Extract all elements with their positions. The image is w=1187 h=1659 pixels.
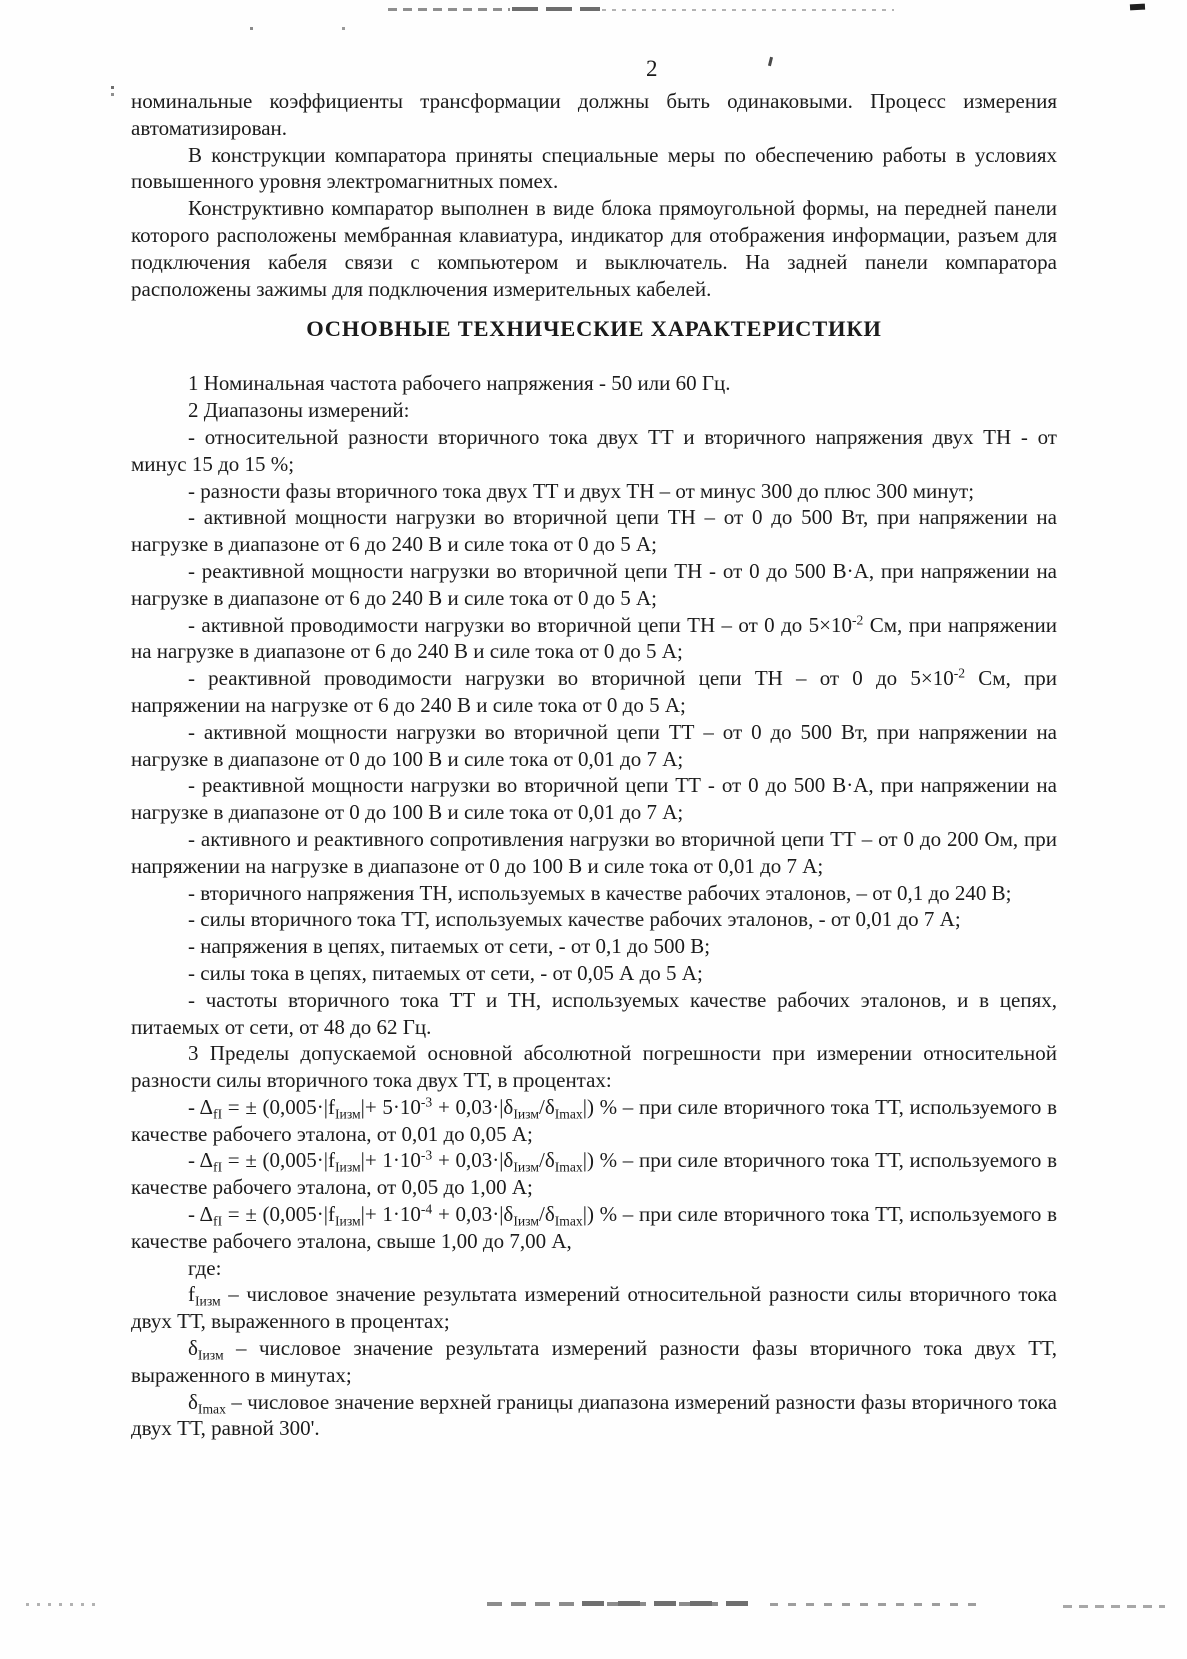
spec-item: - силы вторичного тока ТТ, используемых качестве рабочих эталонов, - от 0,01 до 7 А;	[188, 907, 961, 932]
definition: $\delta_{Iизм}$ – числовое значение результата измерений разности фазы вторичного тока двух ТТ, выраженного в минутах;	[131, 1336, 1057, 1387]
formula-line: - $\Delta_{fI}$ = ± $(0,005\cdot|f_{Iизм}|+ 5\cdot 10^{-3} + 0,03\cdot|\delta_{Iизм}/\delta_{Imax}|)$ % – при силе вторичного тока ТТ, используемого в качестве рабочего эталона, от 0,01 до 0,05 А;	[131, 1094, 1058, 1146]
scan-noise-dot	[111, 86, 114, 89]
paragraph: где:	[188, 1255, 222, 1280]
scan-noise-bottom-dashes	[770, 1603, 980, 1606]
spec-item: - активной мощности нагрузки во вторичной цепи ТН – от 0 до 500 Вт, при напряжении на нагрузке в диапазоне от 6 до 240 В и силе тока от 0 до 5 А;	[131, 505, 1057, 557]
intro-section	[131, 88, 1057, 302]
scan-noise-dot	[342, 27, 345, 30]
definition: $\delta_{Imax}$ – числовое значение верхней границы диапазона измерений разности фазы вторичного тока двух ТТ, равной 300'.	[131, 1389, 1057, 1441]
spec-item: - разности фазы вторичного тока двух ТТ и двух ТН – от минус 300 до плюс 300 минут;	[188, 478, 975, 503]
scan-noise-bottom-dashes	[1063, 1605, 1165, 1608]
paragraph: В конструкции компаратора приняты специальные меры по обеспечению работы в условиях повышенного уровня электромагнитных помех.	[131, 142, 1057, 194]
spec-item: - активного и реактивного сопротивления нагрузки во вторичной цепи ТТ – от 0 до 200 Ом, при напряжении на нагрузке в диапазоне от 0 до 100 В и силе тока от 0,01 до 7 А;	[131, 826, 1057, 878]
scan-noise-bottom-dashes	[26, 1603, 98, 1606]
scan-noise-dot	[250, 27, 253, 30]
paragraph: Конструктивно компаратор выполнен в виде блока прямоугольной формы, на передней панели которого расположены мембранная клавиатура, индикатор для отображения информации, разъем для подключения кабеля связи с компьютером и выключатель. На задней панели компаратора расположены зажимы для подключения измерительных кабелей.	[131, 196, 1057, 301]
spec-item: - реактивной мощности нагрузки во вторичной цепи ТТ - от 0 до 500 В·А, при напряжении на нагрузке в диапазоне от 0 до 100 В и силе тока от 0,01 до 7 А;	[131, 773, 1057, 825]
scan-noise-dot	[111, 93, 114, 96]
spec-item: - силы тока в цепях, питаемых от сети, - от 0,05 А до 5 А;	[188, 960, 703, 985]
paragraph-continuation: номинальные коэффициенты трансформации должны быть одинаковыми. Процесс измерения автоматизирован.	[131, 89, 1057, 140]
definition: $f_{Iизм}$ – числовое значение результата измерений относительной разности силы вторичного тока двух ТТ, выраженного в процентах;	[131, 1282, 1057, 1334]
section-heading: ОСНОВНЫЕ ТЕХНИЧЕСКИЕ ХАРАКТЕРИСТИКИ	[306, 316, 882, 342]
scan-noise-bottom-dashes	[582, 1601, 757, 1606]
spec-item: - напряжения в цепях, питаемых от сети, - от 0,1 до 500 В;	[188, 934, 711, 959]
scan-noise-top-dots	[602, 9, 894, 11]
document-content	[131, 88, 1057, 1442]
formula-line: - $\Delta_{fI}$ = ± $(0,005\cdot|f_{Iизм}|+ 1\cdot 10^{-3} + 0,03\cdot|\delta_{Iизм}/\delta_{Imax}|)$ % – при силе вторичного тока ТТ, используемого в качестве рабочего эталона, от 0,05 до 1,00 А;	[131, 1147, 1058, 1200]
spec-item: 1 Номинальная частота рабочего напряжения - 50 или 60 Гц.	[188, 371, 731, 396]
scan-noise-tick	[768, 57, 773, 66]
spec-item: 3 Пределы допускаемой основной абсолютной погрешности при измерении относительной разности силы вторичного тока двух ТТ, в процентах:	[131, 1041, 1057, 1093]
spec-item: 2 Диапазоны измерений:	[188, 398, 410, 423]
specs-section	[131, 370, 1057, 1442]
spec-item: - активной проводимости нагрузки во вторичной цепи ТН – от 0 до $5\times 10^{-2}$ См, при напряжении на нагрузке в диапазоне от 6 до 240 В и силе тока от 0 до 5 А;	[131, 612, 1057, 664]
spec-item: - частоты вторичного тока ТТ и ТН, используемых качестве рабочих эталонов, и в цепях, питаемых от сети, от 48 до 62 Гц.	[131, 987, 1057, 1039]
spec-item: - относительной разности вторичного тока двух ТТ и вторичного напряжения двух ТН - от минус 15 до 15 %;	[131, 424, 1057, 476]
page-number: 2	[646, 56, 658, 81]
scan-noise-mark	[1130, 4, 1145, 11]
spec-item: - активной мощности нагрузки во вторичной цепи ТТ – от 0 до 500 Вт, при напряжении на нагрузке в диапазоне от 0 до 100 В и силе тока от 0,01 до 7 А;	[131, 719, 1057, 771]
spec-item: - реактивной мощности нагрузки во вторичной цепи ТН - от 0 до 500 В·А, при напряжении на нагрузке в диапазоне от 6 до 240 В и силе тока от 0 до 5 А;	[131, 558, 1057, 610]
scan-noise-top-dashes	[512, 7, 600, 11]
spec-item: - реактивной проводимости нагрузки во вторичной цепи ТН – от 0 до $5\times 10^{-2}$ См, при напряжении на нагрузке от 6 до 240 В и силе тока от 0 до 5 А;	[131, 665, 1057, 717]
scan-noise-bottom-dashes	[487, 1602, 747, 1606]
scan-noise-top-dashes	[388, 8, 510, 11]
formula-line: - $\Delta_{fI}$ = ± $(0,005\cdot|f_{Iизм}|+ 1\cdot 10^{-4} + 0,03\cdot|\delta_{Iизм}/\delta_{Imax}|)$ % – при силе вторичного тока ТТ, используемого в качестве рабочего эталона, свыше 1,00 до 7,00 А,	[131, 1201, 1058, 1253]
spec-item: - вторичного напряжения ТН, используемых в качестве рабочих эталонов, – от 0,1 до 240 В;	[188, 880, 1012, 905]
